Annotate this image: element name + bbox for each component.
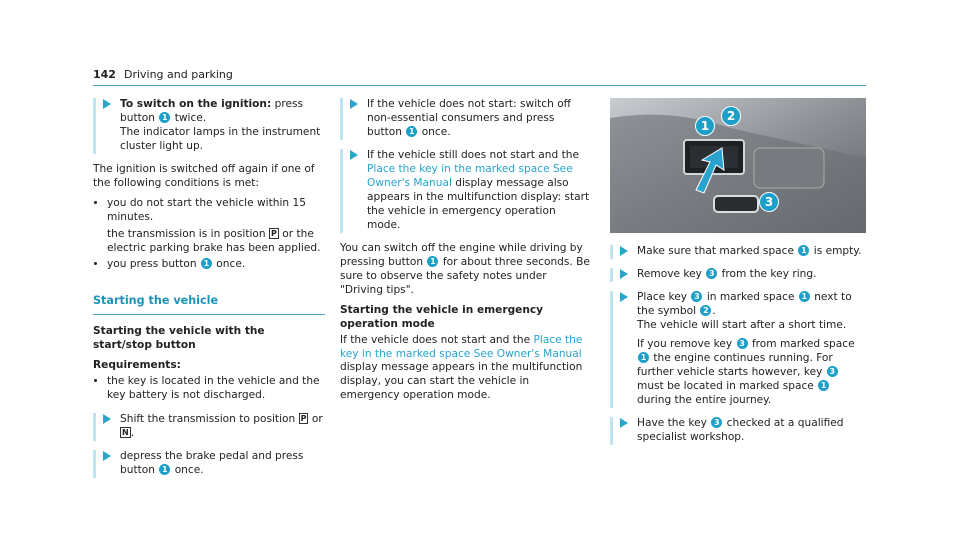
paragraph-text: for about three seconds. Be sure to observe the safety notes under "Driving tips". [340, 255, 590, 296]
step-text-cont: twice. [174, 111, 207, 124]
step-check-key [610, 417, 866, 445]
step-text: If the vehicle still does not start and the [367, 148, 579, 161]
owners-manual-link[interactable]: Place the key in the marked space See Owner's Manual [367, 162, 573, 189]
step-text: once. [421, 125, 451, 138]
step-text: from the key ring. [721, 267, 817, 280]
step-switch-on-ignition [93, 98, 325, 154]
step-arrow-icon [103, 451, 111, 461]
step-remove-key [610, 268, 866, 282]
step-shift-transmission [93, 413, 325, 441]
callout-1-icon: 1 [818, 380, 829, 391]
step-arrow-icon [350, 99, 358, 109]
column-2 [340, 98, 590, 409]
callout-3-icon: 3 [827, 366, 838, 377]
step-press-brake [93, 450, 325, 478]
list-item-text: you do not start the vehicle within 15 minutes. [107, 196, 306, 223]
callout-3-icon: 3 [711, 417, 722, 428]
emergency-mode-paragraph [340, 334, 590, 404]
step-heading: To switch on the ignition: [120, 98, 272, 110]
park-symbol-icon: P [300, 414, 307, 424]
step-arrow-icon [350, 150, 358, 160]
step-note-paragraph [637, 338, 866, 408]
column-3 [610, 98, 866, 454]
step-text: Remove key [637, 267, 702, 280]
subheading: Starting the vehicle in emergency operation mode [340, 303, 544, 330]
callout-1-icon: 1 [638, 352, 649, 363]
step-text: the engine continues running. For further vehicle starts however, key [637, 351, 833, 378]
step-text: must be located in marked space [637, 379, 814, 392]
callout-2-icon: 2 [700, 305, 711, 316]
owners-manual-link[interactable]: Place the key in the marked space See Owner's Manual [340, 333, 583, 360]
list-item: • the key is located in the vehicle and the key battery is not discharged. [107, 375, 325, 403]
step-text: from marked space [751, 337, 855, 350]
step-text: in marked space [706, 290, 795, 303]
callout-3-icon: 3 [759, 192, 779, 212]
paragraph-text: If the vehicle does not start and the [340, 333, 531, 346]
page-header [93, 68, 233, 83]
park-symbol-icon: P [271, 228, 277, 238]
callout-3-icon: 3 [706, 268, 717, 279]
step-text: is empty. [813, 245, 862, 257]
step-text: If the vehicle does not start: switch off non-essential consumers and press button [367, 98, 571, 138]
step-text: If you remove key [637, 337, 733, 350]
list-item-text: once. [216, 257, 246, 270]
step-text: checked at a qualified specialist workshop. [637, 416, 844, 443]
step-text: next to the symbol [637, 290, 852, 317]
step-text: . [712, 304, 716, 317]
callout-1-icon: 1 [799, 291, 810, 302]
requirements-list [93, 375, 325, 403]
step-emergency-start [340, 149, 590, 233]
step-text: Shift the transmission to position [120, 413, 296, 426]
callout-1-icon: 1 [427, 256, 438, 267]
callout-2-icon: 2 [721, 106, 741, 126]
step-text: Make sure that marked space [637, 245, 795, 257]
list-item-text: the transmission is in position [107, 227, 266, 240]
callout-1-icon: 1 [695, 116, 715, 136]
section-title: Driving and parking [123, 68, 233, 81]
requirements-label: Requirements: [93, 359, 181, 372]
header-rule [93, 85, 866, 86]
step-arrow-icon [620, 292, 628, 302]
step-text: Place key [637, 290, 688, 303]
section-heading: Starting the vehicle [93, 294, 325, 316]
step-text: or [311, 413, 323, 426]
step-place-key [610, 291, 866, 408]
callout-1-icon: 1 [201, 258, 212, 269]
step-arrow-icon [620, 418, 628, 428]
callout-1-icon: 1 [798, 245, 809, 256]
step-text: display message also appears in the multifunction display: start the vehicle in emergency operation mode. [367, 176, 590, 231]
key-slot-illustration [610, 98, 866, 233]
ignition-off-conditions: The ignition is switched off again if one of the following conditions is met: [93, 162, 315, 189]
paragraph-text: You can switch off the engine while driving by pressing button [340, 241, 583, 268]
callout-1-icon: 1 [406, 126, 417, 137]
neutral-symbol-icon: N [122, 428, 129, 438]
paragraph-text: display message appears in the multifunction display, you can start the vehicle in emergency operation mode. [340, 361, 583, 402]
step-text: depress the brake pedal and press button [120, 450, 304, 477]
callout-3-icon: 3 [737, 338, 748, 349]
list-item-cont [107, 228, 325, 256]
step-note: The vehicle will start after a short time. [637, 318, 847, 331]
list-item-text: you press button [107, 257, 197, 270]
list-item [107, 258, 325, 272]
page-number: 142 [93, 68, 116, 81]
step-text: Have the key [637, 416, 707, 429]
step-text: press button [120, 98, 303, 124]
step-check-space [610, 245, 866, 259]
step-text: during the entire journey. [637, 393, 772, 406]
list-item [107, 197, 325, 256]
step-arrow-icon [103, 99, 111, 109]
step-arrow-icon [620, 269, 628, 279]
step-text: once. [174, 464, 204, 477]
step-switch-off-consumers [340, 98, 590, 140]
column-1 [93, 98, 325, 487]
list-item-text: or the electric parking brake has been applied. [107, 227, 321, 254]
step-text: . [130, 427, 135, 440]
callout-1-icon: 1 [159, 464, 170, 475]
callout-1-icon: 1 [159, 112, 170, 123]
callout-3-icon: 3 [691, 291, 702, 302]
step-arrow-icon [620, 246, 628, 256]
step-arrow-icon [103, 414, 111, 424]
step-note: The indicator lamps in the instrument cluster light up. [120, 125, 321, 152]
conditions-list [93, 197, 325, 272]
engine-off-note [340, 242, 590, 298]
subheading: Starting the vehicle with the start/stop button [93, 325, 265, 352]
